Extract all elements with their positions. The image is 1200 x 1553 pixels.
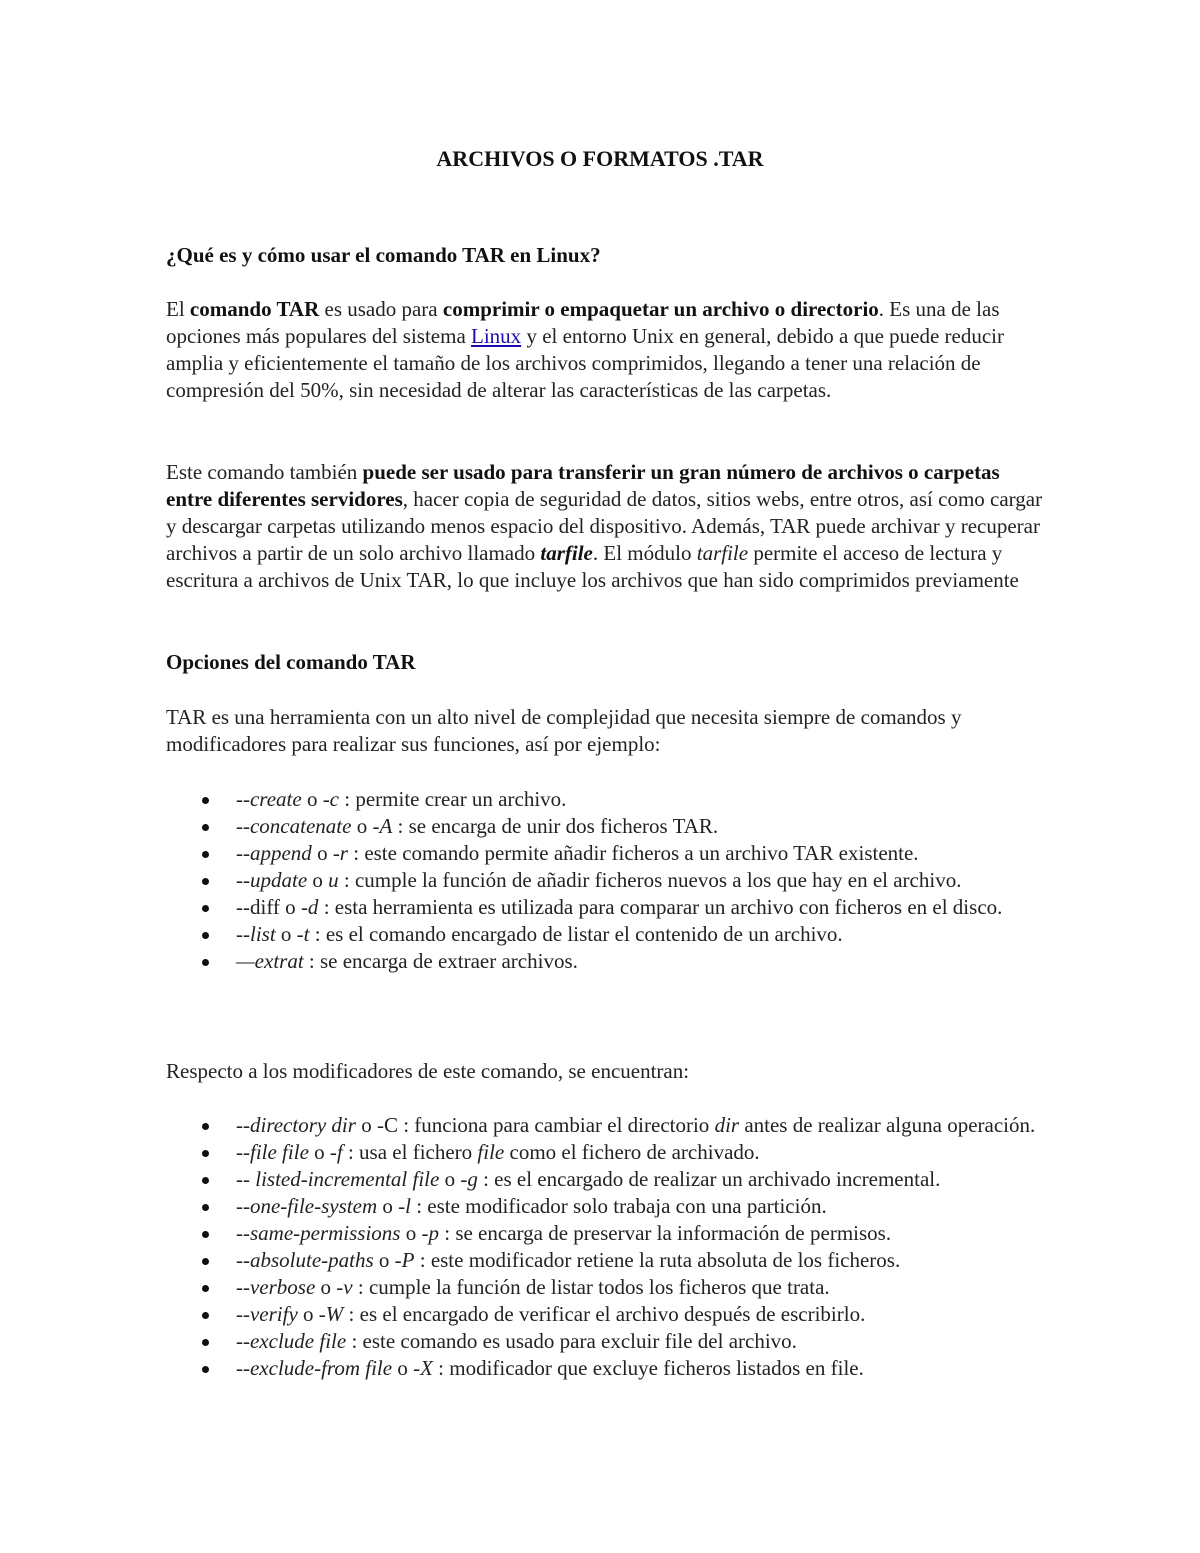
list-item: --directory dir o -C : funciona para cambiar el directorio dir antes de realizar alguna operación. [166, 1112, 1046, 1139]
bullet-icon [202, 1312, 209, 1319]
modifiers-intro: Respecto a los modificadores de este comando, se encuentran: [166, 1059, 690, 1083]
bullet-icon [202, 1366, 209, 1373]
list-item: --create o -c : permite crear un archivo. [166, 786, 1046, 813]
para2-text-4: permite el acceso de lectura y escritura a archivos de Unix TAR, lo que incluye los archivos que han sido comprimidos previamente [166, 541, 1019, 592]
list-item: --append o -r : este comando permite añadir ficheros a un archivo TAR existente. [166, 840, 1046, 867]
linux-link[interactable]: Linux [471, 324, 522, 348]
intro-text-4: y el entorno Unix en general, debido a que puede reducir amplia y eficientemente el tamaño de los archivos comprimidos, llegando a tener una relación de compresión del 50%, sin necesidad de alterar las características de las carpetas. [166, 324, 1005, 402]
bullet-icon [202, 1258, 209, 1265]
list-item: --one-file-system o -l : este modificador solo trabaja con una partición. [166, 1193, 1046, 1220]
transfer-paragraph [166, 459, 1046, 594]
bullet-icon [202, 1150, 209, 1157]
intro-paragraph [166, 296, 1046, 404]
para2-bold-1: puede ser usado para transferir un gran número de archivos o carpetas entre diferentes servidores [166, 460, 1000, 511]
intro-bold-1: comando TAR [189, 297, 320, 321]
bullet-icon [202, 851, 209, 858]
bullet-icon [202, 797, 209, 804]
bullet-icon [202, 905, 209, 912]
bullet-icon [202, 1285, 209, 1292]
bullet-icon [202, 824, 209, 831]
intro-text-3: . Es una de las opciones más populares del sistema [166, 297, 1000, 348]
list-item: --list o -t : es el comando encargado de listar el contenido de un archivo. [166, 921, 1046, 948]
list-item: --file file o -f : usa el fichero file como el fichero de archivado. [166, 1139, 1046, 1166]
list-item: --same-permissions o -p : se encarga de preservar la información de permisos. [166, 1220, 1046, 1247]
list-item: --absolute-paths o -P : este modificador retiene la ruta absoluta de los ficheros. [166, 1247, 1046, 1274]
modifiers-list [166, 1112, 1046, 1382]
list-item: --update o u : cumple la función de añadir ficheros nuevos a los que hay en el archivo. [166, 867, 1046, 894]
intro-text-1: El [166, 297, 190, 321]
tarfile-italic: tarfile [696, 541, 749, 565]
list-item: --diff o -d : esta herramienta es utilizada para comparar un archivo con ficheros en el disco. [166, 894, 1046, 921]
bullet-icon [202, 1204, 209, 1211]
list-item: --verbose o -v : cumple la función de listar todos los ficheros que trata. [166, 1274, 1046, 1301]
list-item: --verify o -W : es el encargado de verificar el archivo después de escribirlo. [166, 1301, 1046, 1328]
bullet-icon [202, 1339, 209, 1346]
bullet-icon [202, 878, 209, 885]
list-item: —extrat : se encarga de extraer archivos. [166, 948, 1046, 975]
options-intro: TAR es una herramienta con un alto nivel de complejidad que necesita siempre de comandos y modificadores para realizar sus funciones, así por ejemplo: [166, 705, 962, 756]
para2-text-2: , hacer copia de seguridad de datos, sitios webs, entre otros, así como cargar y descargar carpetas utilizando menos espacio del dispositivo. Además, TAR puede archivar y recuperar archivos a partir de un solo archivo llamado [166, 487, 1043, 565]
bullet-icon [202, 1231, 209, 1238]
list-item: -- listed-incremental file o -g : es el encargado de realizar un archivado incremental. [166, 1166, 1046, 1193]
list-item: --concatenate o -A : se encarga de unir dos ficheros TAR. [166, 813, 1046, 840]
bullet-icon [202, 1177, 209, 1184]
intro-bold-2: comprimir o empaquetar un archivo o directorio [442, 297, 879, 321]
bullet-icon [202, 959, 209, 966]
intro-text-2: es usado para [319, 297, 443, 321]
options-heading: Opciones del comando TAR [166, 650, 416, 674]
question-heading: ¿Qué es y cómo usar el comando TAR en Linux? [166, 243, 601, 267]
list-item: --exclude-from file o -X : modificador que excluye ficheros listados en file. [166, 1355, 1046, 1382]
list-item: --exclude file : este comando es usado para excluir file del archivo. [166, 1328, 1046, 1355]
document-title: ARCHIVOS O FORMATOS .TAR [436, 146, 764, 171]
bullet-icon [202, 1123, 209, 1130]
para2-text-1: Este comando también [166, 460, 363, 484]
options-list [166, 786, 1046, 975]
bullet-icon [202, 932, 209, 939]
para2-text-3: . El módulo [592, 541, 697, 565]
tarfile-bold-italic: tarfile [540, 541, 593, 565]
